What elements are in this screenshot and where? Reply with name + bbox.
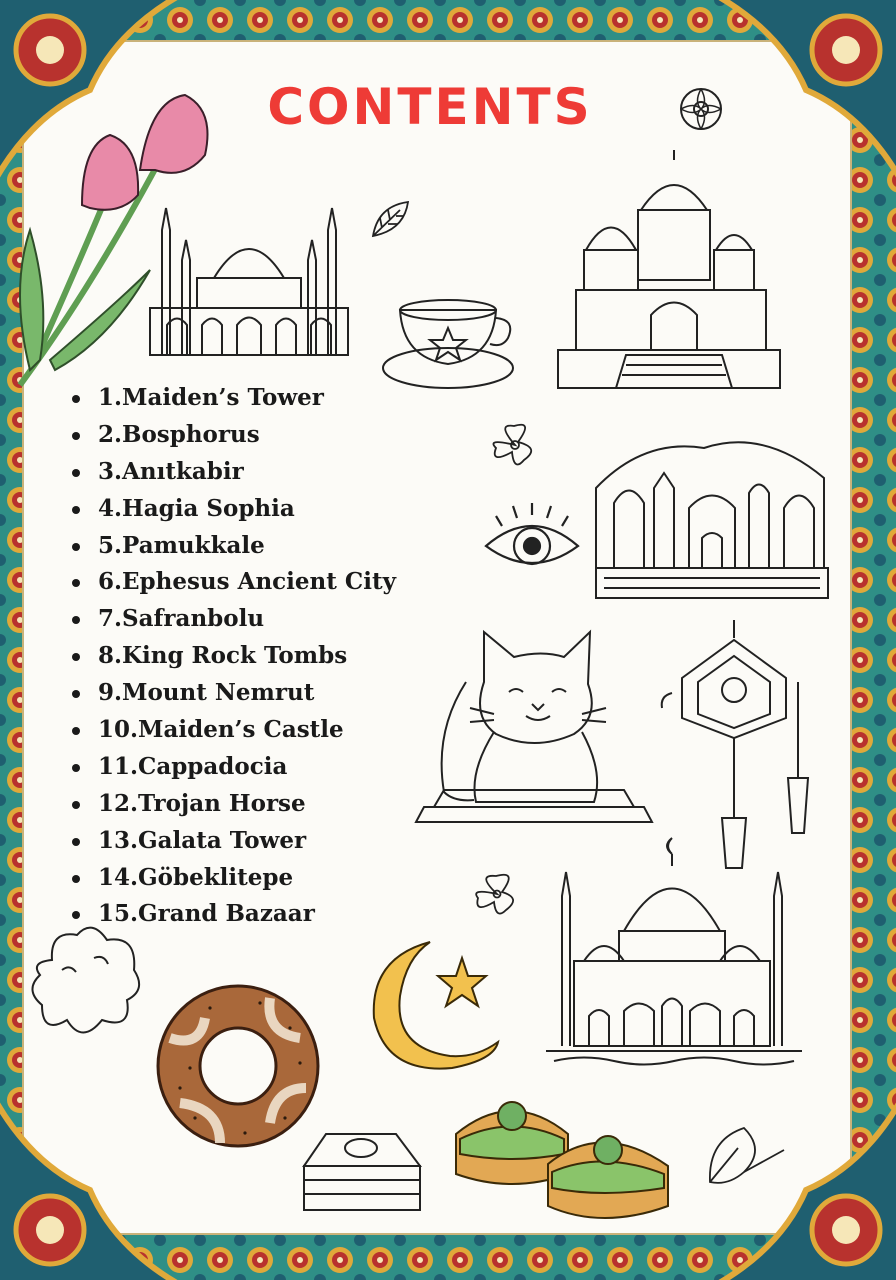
list-item: 7.Safranbolu (70, 601, 396, 638)
list-item: 4.Hagia Sophia (70, 491, 396, 528)
leaf-icon (704, 1120, 788, 1190)
list-item: 9.Mount Nemrut (70, 675, 396, 712)
list-item: 13.Galata Tower (70, 823, 396, 860)
leaf-icon (368, 198, 414, 242)
list-item: 14.Göbeklitepe (70, 860, 396, 897)
flower-icon (486, 418, 544, 472)
blue-mosque-icon (544, 836, 804, 1072)
flower-icon (470, 870, 524, 918)
page-title: CONTENTS (267, 78, 593, 136)
list-item: 5.Pamukkale (70, 528, 396, 565)
palace-icon (556, 150, 782, 390)
list-item: 11.Cappadocia (70, 749, 396, 786)
list-item: 12.Trojan Horse (70, 786, 396, 823)
baklava-icon (452, 1094, 676, 1234)
mosque-icon (142, 200, 356, 360)
rosette-icon (678, 86, 724, 132)
baklava-icon (296, 1126, 426, 1220)
list-item: 2.Bosphorus (70, 417, 396, 454)
tea-cup-icon (378, 288, 518, 393)
cloud-icon (22, 920, 148, 1046)
list-item: 10.Maiden’s Castle (70, 712, 396, 749)
list-item: 3.Anıtkabir (70, 454, 396, 491)
contents-list (70, 380, 396, 933)
cappadocia-icon (594, 428, 830, 600)
crescent-star-icon (366, 938, 500, 1076)
evil-eye-icon (482, 500, 582, 576)
list-item: 6.Ephesus Ancient City (70, 564, 396, 601)
list-item: 8.King Rock Tombs (70, 638, 396, 675)
list-item: 15.Grand Bazaar (70, 896, 396, 933)
list-item: 1.Maiden’s Tower (70, 380, 396, 417)
cat-icon (414, 622, 654, 828)
